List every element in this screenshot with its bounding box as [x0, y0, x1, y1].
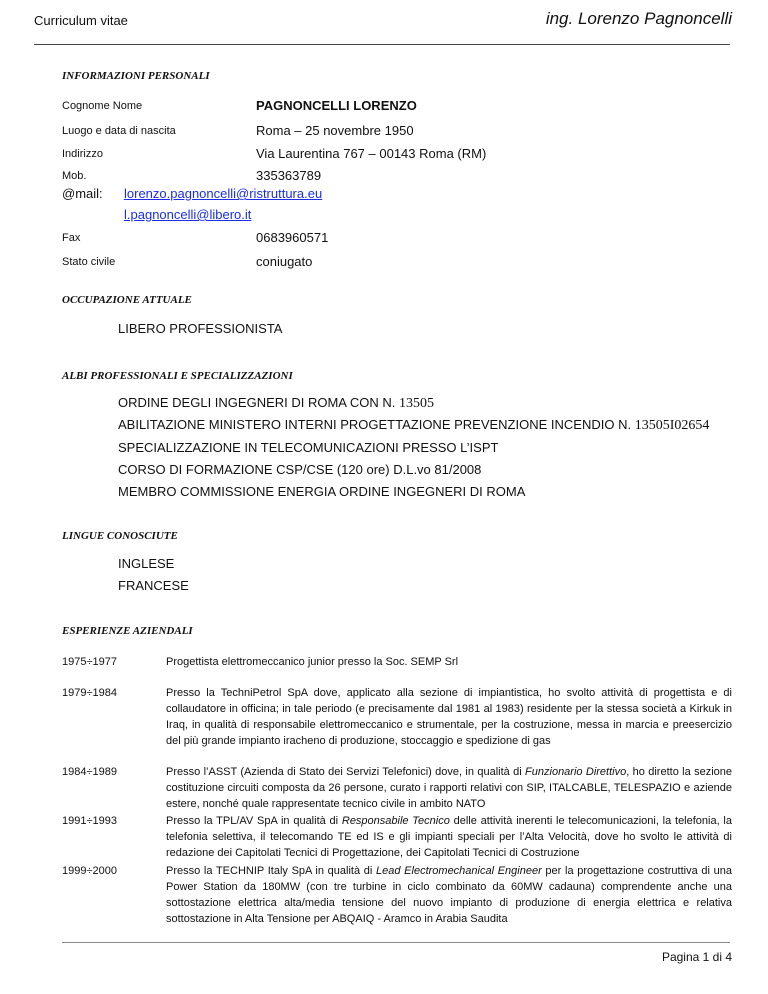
section-title-personal: INFORMAZIONI PERSONALI: [62, 70, 210, 82]
value-mobile: 335363789: [256, 168, 322, 183]
language-item: FRANCESE: [118, 578, 189, 593]
occupation-value: LIBERO PROFESSIONISTA: [118, 321, 283, 336]
value-address: Via Laurentina 767 – 00143 Roma (RM): [256, 146, 487, 161]
experience-years: 1999÷2000: [62, 865, 117, 877]
experience-description: Presso la TPL/AV SpA in qualità di Responsabile Tecnico delle attività inerenti le telecomunicazioni, la telefonia, la telefonia selettiva, il telecomando TE ed IS e gli impianti speciali per l’Alta Velocità, dove ho svolto le attività di redazione dei Capitolati Tecnici di Progettazione, dei Capitolati Tecnici di Costruzione: [166, 815, 732, 859]
experience-years: 1975÷1977: [62, 656, 117, 668]
label-fax: Fax: [62, 232, 81, 244]
value-fax: 0683960571: [256, 230, 329, 245]
section-title-occupation: OCCUPAZIONE ATTUALE: [62, 294, 192, 306]
albi-item: CORSO DI FORMAZIONE CSP/CSE (120 ore) D.L.vo 81/2008: [118, 462, 482, 477]
value-marital-status: coniugato: [256, 254, 313, 269]
header-divider: [34, 44, 730, 45]
header-doc-type: Curriculum vitae: [34, 13, 128, 28]
experience-years: 1984÷1989: [62, 766, 117, 778]
experience-description: Progettista elettromeccanico junior presso la Soc. SEMP Srl: [166, 656, 459, 668]
albi-item: ORDINE DEGLI INGEGNERI DI ROMA CON N. 13505: [118, 395, 434, 411]
albi-item: ABILITAZIONE MINISTERO INTERNI PROGETTAZIONE PREVENZIONE INCENDIO N. 13505I02654: [118, 417, 710, 433]
experience-description: Presso la TECHNIP Italy SpA in qualità di Lead Electromechanical Engineer per la progettazione costruttiva di una Power Station da 180MW (con tre turbine in ciclo combinato da 60MW cadauna) comprendente anche una sottostazione elettrica alta/media tensione del nuovo impianto di produzione di energia elettrica e relativa sottostazione in Alta Tensione per ABQAIQ - Aramco in Arabia Saudita: [166, 865, 732, 925]
label-address: Indirizzo: [62, 148, 103, 160]
value-name: PAGNONCELLI LORENZO: [256, 98, 417, 113]
section-title-experience: ESPERIENZE AZIENDALI: [62, 625, 193, 637]
experience-description: Presso l’ASST (Azienda di Stato dei Servizi Telefonici) dove, in qualità di Funzionario Direttivo, ho diretto la sezione costituzione circuiti composta da 26 persone, curato i rapporti relativi con SIP, ITALCABLE, TELESPAZIO e aziende estere, nonché quale rappresentate tecnico civile in ambito NATO: [166, 766, 732, 810]
label-birth: Luogo e data di nascita: [62, 125, 176, 137]
albi-item: SPECIALIZZAZIONE IN TELECOMUNICAZIONI PRESSO L’ISPT: [118, 440, 499, 455]
email-link-secondary[interactable]: l.pagnoncelli@libero.it: [124, 207, 252, 222]
footer-divider: [62, 942, 730, 943]
label-name: Cognome Nome: [62, 100, 143, 112]
experience-description: Presso la TechniPetrol SpA dove, applicato alla sezione di impiantistica, ho svolto attività di progettista e di collaudatore in officina; in tale periodo (e precisamente dal 1981 al 1983) residente per la stessa società a Kirkuk in Iraq, in qualità di responsabile elettromeccanico e strumentale, per la costruzione, messa in marcia e preesercizio del più grande impianto iracheno di produzione, stoccaggio e spedizione di gas: [166, 687, 732, 747]
email-link-primary[interactable]: lorenzo.pagnoncelli@ristruttura.eu: [124, 186, 323, 201]
language-item: INGLESE: [118, 556, 175, 571]
experience-years: 1991÷1993: [62, 815, 117, 827]
label-email: @mail:: [62, 186, 103, 201]
experience-years: 1979÷1984: [62, 687, 117, 699]
label-mobile: Mob.: [62, 170, 87, 182]
label-marital-status: Stato civile: [62, 256, 116, 268]
header-author: ing. Lorenzo Pagnoncelli: [545, 9, 732, 28]
value-birth: Roma – 25 novembre 1950: [256, 123, 414, 138]
section-title-albi: ALBI PROFESSIONALI E SPECIALIZZAZIONI: [62, 370, 293, 382]
page-number: Pagina 1 di 4: [661, 950, 732, 964]
section-title-languages: LINGUE CONOSCIUTE: [62, 530, 178, 542]
albi-item: MEMBRO COMMISSIONE ENERGIA ORDINE INGEGNERI DI ROMA: [118, 484, 526, 499]
